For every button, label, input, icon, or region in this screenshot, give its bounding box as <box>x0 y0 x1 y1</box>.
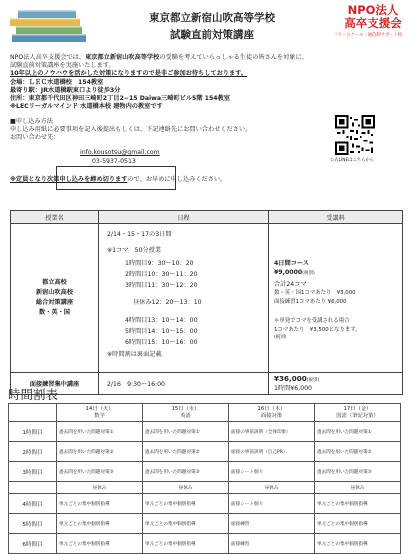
lesson-cell: 過去問を用いた問題対策② <box>57 442 143 462</box>
table-row <box>9 442 401 462</box>
course-name-line: 数・英・国 <box>39 309 70 316</box>
lesson-cell: 面接シート個々 <box>229 462 315 482</box>
schedule-cell <box>99 224 269 373</box>
fee-interview: 面接練習1コマあたり ¥6,000 <box>274 299 347 305</box>
course-dates: 2/14・15・17の3日間 <box>107 231 172 238</box>
period-time: 3時間目11：30〜12：20 <box>125 282 198 289</box>
lunch-cell: 昼休み <box>315 482 401 494</box>
fee-price <box>274 269 315 276</box>
lesson-cell: 過去問を用いた問題対策② <box>315 442 401 462</box>
fee-count: 合計24コマ <box>274 281 307 288</box>
day-subject: 数学 <box>94 412 105 419</box>
fee-subjects: 数・英・国1コマあたり ¥3,000 <box>274 290 356 296</box>
books-illustration <box>8 6 94 46</box>
intro-line-2: 試験直前対策講座を実施いたします。 <box>10 62 115 69</box>
header-fee: 受講料 <box>269 211 403 224</box>
lesson-cell: 過去問を用いた問題対策③ <box>315 462 401 482</box>
period-label: 1時間目 <box>9 422 57 442</box>
day-subject: 国語（筆記対策） <box>336 412 379 419</box>
lesson-cell: 過去問を用いた問題対策③ <box>143 462 229 482</box>
timetable-corner <box>9 404 57 422</box>
lunch-time: 昼休み12：20〜13：10 <box>133 299 202 306</box>
contact-label: お問い合わせ先： <box>10 134 60 141</box>
period-time: 5時間目14：10〜15：00 <box>125 328 198 335</box>
lesson-cell: 単元ごとの集中個別指導 <box>315 514 401 534</box>
application-heading: ■申し込み方法 <box>10 118 53 125</box>
timetable-title: 時間割表 <box>8 387 59 402</box>
intro-line-3: 10年以上のノウハウを活かした対策になりますので是非ご参加お待ちしております。 <box>10 70 248 77</box>
single-note: ＊単発でコマを受講される場合 <box>274 318 350 324</box>
page-subtitle: 試験直前対策講座 <box>170 29 254 41</box>
email-link[interactable]: info.kousotsu@gmail.com <box>80 149 160 156</box>
lesson-cell: 単元ごとの集中個別指導 <box>143 534 229 554</box>
nearest-station: 最寄り駅：JR水道橋駅東口より徒歩3分 <box>10 87 121 94</box>
day-date: 14日（火） <box>85 405 114 412</box>
interview-name: 面接練習集中講座 <box>29 381 80 388</box>
intro-text: NPO法人高卒支援会では、 <box>10 54 86 61</box>
lesson-cell: 単元ごとの集中個別指導 <box>57 534 143 554</box>
interview-per-hour: 1時間¥6,000 <box>274 384 312 392</box>
day-subject: 面接対策 <box>260 412 283 419</box>
interview-price: ¥36,000 <box>274 373 307 383</box>
interview-date-cell <box>99 373 269 395</box>
lesson-cell: 過去問を用いた問題対策① <box>143 422 229 442</box>
day-date: 15日（水） <box>171 405 200 412</box>
table-row <box>9 462 401 482</box>
interview-fee-cell <box>269 373 403 395</box>
fee-price-value: ¥9,0000 <box>274 269 303 276</box>
period-label: 6時間目 <box>9 534 57 554</box>
fee-course: 4日間コース <box>274 260 309 267</box>
phone-number: 03-5937-0513 <box>92 158 136 165</box>
deadline-note <box>10 176 226 184</box>
day-subject: 英語 <box>180 412 191 419</box>
period-time: 4時間目13：10〜14：00 <box>125 317 198 324</box>
koma-length: ※1コマ 50分授業 <box>107 247 162 254</box>
school-name: 東京都立新宿山吹高等学校 <box>85 54 160 61</box>
lesson-cell: 過去問を用いた問題対策① <box>315 422 401 442</box>
logo-subtitle: フリースクール・通信制サポート校 <box>333 33 403 38</box>
lunch-cell: 昼休み <box>57 482 143 494</box>
period-time: 6時間目15：10〜16：00 <box>125 339 198 346</box>
logo <box>337 4 409 30</box>
day-header <box>315 404 401 422</box>
address: 住所：東京都千代田区神田三崎町2丁目2−15 Daiwa三崎町ビル5階 154教室 <box>10 95 230 102</box>
header-schedule: 日程 <box>99 211 269 224</box>
lesson-cell: 単元ごとの集中個別指導 <box>143 494 229 514</box>
lesson-cell: 単元ごとの集中個別指導 <box>315 534 401 554</box>
day-header <box>143 404 229 422</box>
schedule-table <box>10 210 403 395</box>
course-name-line: 新宿山吹高校 <box>35 289 74 296</box>
lesson-cell: 過去問を用いた問題対策① <box>57 422 143 442</box>
lesson-cell: 面接シート個々 <box>229 494 315 514</box>
period-label <box>9 482 57 494</box>
table-row <box>9 514 401 534</box>
table-row <box>9 422 401 442</box>
course-name-line: 総合対策講座 <box>35 299 74 306</box>
lesson-cell: 過去問を用いた問題対策③ <box>57 462 143 482</box>
intro-text: の受験を考えていらっしゃる生徒の皆さんを対象に、 <box>159 54 308 61</box>
application-line-1: 申し込み用紙に必要事項を記入後提出もしくは、下記連絡先にお問い合わせください。 <box>10 126 252 133</box>
day-date: 17日（金） <box>343 405 372 412</box>
single-tax: (税別) <box>274 335 287 340</box>
table-row <box>9 482 401 494</box>
period-label: 2時間目 <box>9 442 57 462</box>
interview-date: 2/16 9:30〜16:00 <box>107 381 165 388</box>
day-header <box>57 404 143 422</box>
deadline-bold: ※定員となり次第申し込みを締め切ります <box>10 176 128 183</box>
lesson-cell: 単元ごとの集中個別指導 <box>143 514 229 534</box>
timetable-note: ※時間割は裏面記載 <box>107 351 162 358</box>
table-row <box>9 534 401 554</box>
day-date: 16日（木） <box>257 405 286 412</box>
qr-code[interactable] <box>335 115 375 155</box>
logo-line-1: NPO法人 <box>347 3 399 17</box>
lesson-cell: 単元ごとの集中個別指導 <box>315 494 401 514</box>
header-course: 授業名 <box>11 211 99 224</box>
course-name-line: 都立高校 <box>42 279 67 286</box>
period-label: 5時間目 <box>9 514 57 534</box>
lesson-cell: 単元ごとの集中個別指導 <box>57 494 143 514</box>
qr-caption: 公式LINEはこちらから <box>330 158 374 163</box>
course-name-cell <box>11 224 99 373</box>
period-time: 1時間目9：30〜10：20 <box>125 260 194 267</box>
single-price: 1コマあたり ¥3,500となります。 <box>274 327 361 333</box>
fee-tax: (税別) <box>302 271 315 276</box>
interview-tax: (税別) <box>306 377 320 383</box>
lesson-cell: 面接の事前説明（全体印象） <box>229 422 315 442</box>
day-header <box>229 404 315 422</box>
lesson-cell: 面接練習 <box>229 534 315 554</box>
lesson-cell: 過去問を用いた問題対策② <box>143 442 229 462</box>
fee-cell <box>269 224 403 373</box>
lesson-cell: 単元ごとの集中個別指導 <box>57 514 143 534</box>
lunch-cell: 昼休み <box>143 482 229 494</box>
lunch-cell: 昼休み <box>229 482 315 494</box>
timetable <box>8 403 401 554</box>
page-title: 東京都立新宿山吹高等学校 <box>149 12 275 24</box>
venue: 会場：ＬＥＣ水道橋校 154教室 <box>10 79 104 86</box>
period-time: 2時間目10：30〜11：20 <box>125 271 198 278</box>
lesson-cell: 面接の事前説明（自己PR） <box>229 442 315 462</box>
lesson-cell: 面接練習 <box>229 514 315 534</box>
deadline-rest: ので、お早めに申し込みください。 <box>127 176 227 183</box>
period-label: 3時間目 <box>9 462 57 482</box>
building-note: ※LECリーガルマインド 水道橋本校 建物内の教室です <box>10 103 163 110</box>
table-row <box>9 494 401 514</box>
period-label: 4時間目 <box>9 494 57 514</box>
logo-line-2: 高卒支援会 <box>344 16 402 30</box>
